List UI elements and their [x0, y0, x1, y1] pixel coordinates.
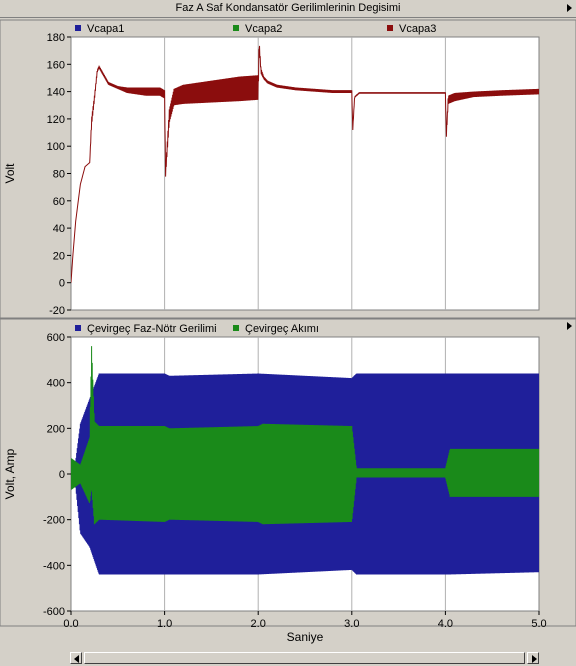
y-tick-label: 160	[46, 59, 65, 72]
scroll-thumb[interactable]	[84, 652, 525, 664]
x-tick-label: 1.0	[156, 618, 173, 630]
y-tick-label: 0	[58, 469, 65, 481]
legend-label: Çevirgeç Faz-Nötr Gerilimi	[87, 323, 217, 335]
window-title: Faz A Saf Kondansatör Gerilimlerinin Degisimi	[175, 2, 401, 14]
plot-area-1	[71, 37, 539, 310]
y-tick-label: 0	[58, 277, 65, 290]
y-tick-label: -400	[42, 560, 65, 573]
x-tick-label: 5.0	[531, 618, 547, 630]
lower-expand-arrow-icon[interactable]	[567, 322, 572, 330]
legend-marker	[387, 25, 393, 31]
y-tick-label: 40	[52, 223, 65, 236]
legend-label: Vcapa3	[399, 23, 437, 35]
scroll-left-arrow-icon	[74, 655, 79, 663]
y-tick-label: 200	[46, 423, 65, 436]
y-tick-label: 400	[46, 377, 65, 390]
x-axis-label: Saniye	[286, 630, 324, 644]
y-tick-label: -20	[49, 305, 65, 317]
legend-label: Çevirgeç Akımı	[245, 323, 319, 335]
scroll-right-button[interactable]	[527, 652, 539, 664]
horizontal-scrollbar[interactable]	[70, 652, 539, 665]
y-tick-label: 600	[46, 332, 65, 344]
legend-marker	[75, 25, 81, 31]
y-tick-label: 100	[46, 141, 65, 154]
x-tick-label: 4.0	[437, 618, 454, 630]
scroll-right-arrow-icon	[532, 655, 537, 663]
y-tick-label: 80	[52, 168, 65, 181]
y-tick-label: 140	[46, 86, 65, 99]
legend-marker	[75, 325, 81, 331]
series-group-2	[71, 346, 539, 574]
y-tick-label: 60	[52, 195, 65, 208]
x-tick-label: 2.0	[250, 618, 266, 630]
y-axis-label: Volt, Amp	[3, 448, 17, 500]
legend-label: Vcapa2	[245, 23, 283, 35]
legend-label: Vcapa1	[87, 23, 125, 35]
y-tick-label: 180	[46, 32, 65, 44]
y-tick-label: -600	[42, 606, 65, 618]
y-tick-label: 20	[52, 250, 65, 263]
y-tick-label: 120	[46, 113, 65, 126]
legend-marker	[233, 25, 239, 31]
x-tick-label: 0.0	[63, 618, 79, 630]
y-tick-label: -200	[42, 514, 65, 527]
legend-marker	[233, 325, 239, 331]
scroll-left-button[interactable]	[70, 652, 82, 664]
y-axis-label: Volt	[3, 163, 17, 184]
x-tick-label: 3.0	[344, 618, 360, 630]
